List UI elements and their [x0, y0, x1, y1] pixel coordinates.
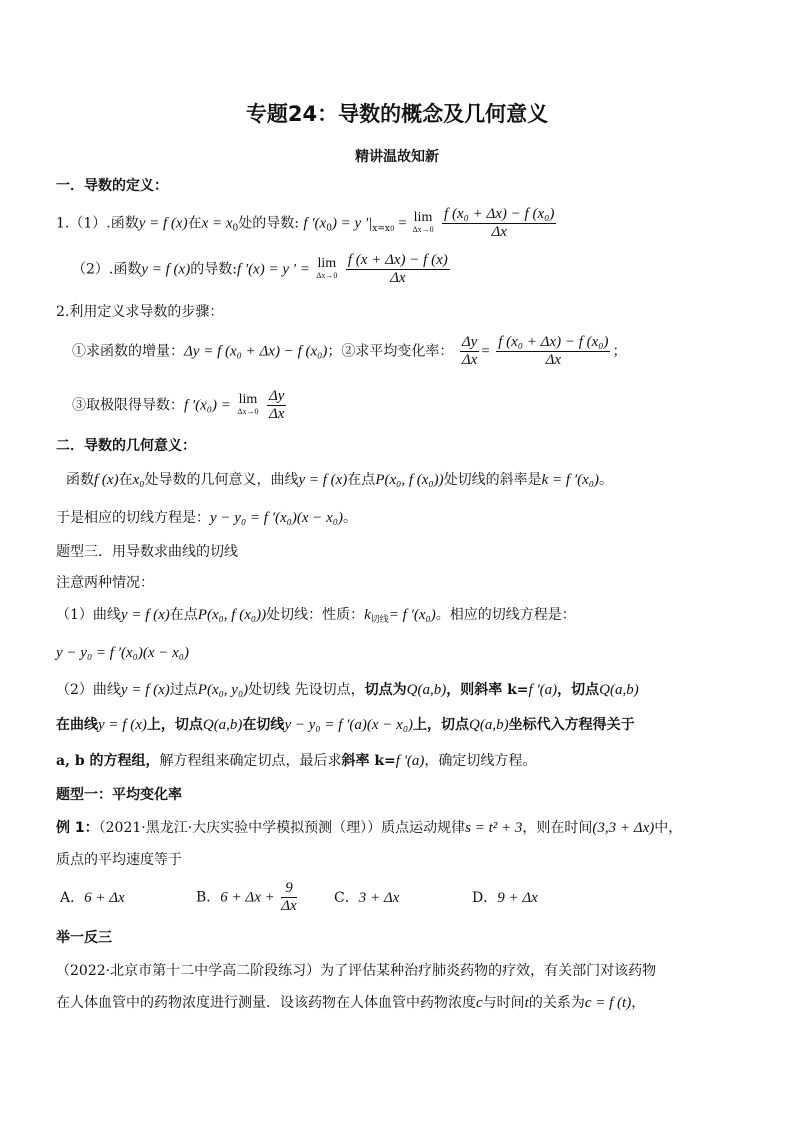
text: 在	[118, 472, 133, 488]
text: 切点为	[364, 682, 407, 698]
formula: c	[476, 995, 483, 1011]
definition-step-3	[72, 388, 288, 423]
text: 于是相应的切线方程是：	[56, 510, 210, 526]
text: ，确定切线方程。	[424, 753, 537, 769]
text: 斜率 k=	[341, 753, 396, 769]
example-1-line-1	[56, 818, 682, 838]
case-2-line-3	[56, 751, 536, 771]
fraction	[267, 388, 286, 423]
definition-steps-heading: 2.利用定义求导数的步骤：	[56, 304, 224, 320]
text: 在点	[169, 607, 198, 623]
formula: f (x)	[94, 472, 119, 488]
text: 。	[598, 472, 613, 488]
formula: Q(a,b)	[406, 682, 447, 698]
text: 上，切点	[413, 717, 470, 733]
text: 处切线：性质：	[266, 607, 365, 623]
text: ；②求平均变化率：	[327, 343, 454, 360]
example-1-line-2: 质点的平均速度等于	[56, 852, 182, 868]
numerator: f (x + Δx) − f (x)	[347, 252, 448, 268]
text: 坐标代入方程得关于	[508, 717, 635, 733]
option-label: D．	[472, 890, 498, 906]
formula: s = t² + 3	[465, 820, 523, 836]
formula: y = f (x)	[298, 472, 348, 488]
case-2-line-2	[56, 715, 635, 735]
text: 处导数的几何意义，曲线	[144, 472, 299, 488]
text: 在点	[347, 472, 376, 488]
formula: y − y₀ = f ′(x₀)(x − x₀)	[56, 645, 189, 661]
formula: f '(a)	[395, 753, 425, 769]
denominator: Δx	[268, 406, 285, 422]
section-heading-definition: 一．导数的定义：	[56, 178, 168, 194]
text: 。相应的切线方程是：	[435, 607, 576, 623]
text: 在人体血管中的药物浓度进行测量．设该药物在人体血管中药物浓度	[56, 995, 476, 1011]
text: 在曲线	[56, 717, 98, 733]
type-three-title: 题型三．用导数求曲线的切线	[56, 544, 238, 560]
definition-step-1-2: ①求函数的增量：Δy = f (x₀ + Δx) − f (x₀)；②求平均变化率： $\frac{\Delta y}{\Delta x}$ = $\frac{\text{f (x₀ + Δx) − f (x₀)}}{\Delta x}$ ；	[72, 334, 627, 368]
formula: 6 + Δx +	[220, 889, 275, 906]
case-1-equation	[56, 643, 189, 663]
fraction	[496, 334, 610, 369]
limit-subscript: Δx→0	[412, 224, 434, 234]
formula: y − y₀ = f ′(x₀)(x − x₀)	[210, 510, 343, 526]
text: 在切线	[242, 717, 285, 733]
formula: P(x₀, y₀)	[197, 682, 249, 698]
formula: Q(a,b)	[469, 717, 509, 733]
numerator: Δy	[268, 388, 285, 404]
formula: = f ′(x₀)	[388, 607, 436, 623]
fraction	[460, 334, 479, 369]
practice-line-2	[56, 993, 645, 1013]
numerator: f (x₀ + Δx) − f (x₀)	[498, 334, 609, 350]
numerator: Δy	[461, 334, 478, 350]
formula: y − y₀ = f ′(a)(x − x₀)	[284, 717, 414, 733]
formula: 3 + Δx	[358, 890, 400, 906]
denominator: Δx	[390, 270, 406, 286]
type-one-title: 题型一：平均变化率	[56, 787, 182, 803]
text: 处切线 先设切点，	[248, 682, 365, 698]
formula: P(x₀, f (x₀))	[197, 607, 267, 623]
subscript: 切线	[370, 615, 389, 625]
formula: y = f (x)	[98, 717, 147, 733]
formula: f '(a)	[528, 682, 558, 698]
text: ，则在时间	[522, 820, 593, 836]
formula: x₀	[132, 472, 145, 488]
text: （2）.函数	[72, 261, 142, 278]
limit-word: lim	[238, 391, 258, 407]
practice-title: 举一反三	[56, 930, 112, 946]
section-heading-geometric: 二．导数的几何意义：	[56, 438, 196, 454]
formula: f '(x	[303, 215, 327, 232]
text: 处切线的斜率是	[443, 472, 542, 488]
formula: t	[524, 995, 529, 1011]
formula-subscript: x=x	[372, 223, 390, 234]
text: ，	[631, 995, 646, 1011]
option-label: C．	[334, 890, 359, 906]
text: 上，切点	[146, 717, 203, 733]
formula: y = f (x)	[138, 215, 188, 232]
case-2-line-1	[56, 680, 639, 700]
limit-subscript: Δx→0	[237, 406, 259, 416]
formula: y = f (x)	[141, 261, 191, 278]
formula: Q(a,b)	[202, 717, 243, 733]
practice-line-1: （2022·北京市第十二中学高二阶段练习）为了评估某种治疗肺炎药物的疗效，有关部门对该药物	[56, 963, 657, 979]
limit-word: lim	[317, 255, 337, 271]
text: a, b 的方程组，	[56, 753, 160, 769]
formula: y = f (x)	[120, 607, 170, 623]
denominator: Δx	[281, 898, 297, 914]
denominator: Δx	[545, 352, 562, 368]
text: 中，	[654, 820, 683, 836]
page-title: 专题24：导数的概念及几何意义	[245, 102, 549, 126]
fraction	[442, 206, 556, 241]
formula: k	[364, 607, 371, 623]
text: 与时间	[482, 995, 525, 1011]
limit-subscript: Δx→0	[316, 270, 338, 280]
note-two-cases: 注意两种情况：	[56, 575, 154, 591]
numerator: f (x₀ + Δx) − f (x₀)	[444, 206, 555, 222]
page-subtitle: 精讲温故知新	[355, 149, 439, 165]
text: （2）曲线	[56, 682, 121, 698]
text: 函数	[66, 472, 94, 488]
formula: P(x₀, f (x₀))	[375, 472, 444, 488]
text: ③取极限得导数：	[72, 397, 184, 414]
text: 的关系为	[528, 995, 585, 1011]
option-d[interactable]	[472, 888, 538, 908]
denominator: Δx	[491, 224, 507, 240]
formula: Δy = f (x₀ + Δx) − f (x₀)	[184, 343, 328, 360]
text: 1.（1）.函数	[56, 215, 139, 232]
numerator: 9	[281, 880, 296, 898]
formula: 9 + Δx	[497, 890, 538, 906]
option-label: B．	[196, 889, 221, 906]
text: 。	[342, 510, 357, 526]
option-c[interactable]	[334, 888, 399, 908]
formula: f '(x₀) =	[184, 397, 231, 414]
formula: Q(a,b)	[599, 682, 639, 698]
formula: f '(x) = y ' =	[236, 261, 310, 278]
formula: y = f (x)	[120, 682, 170, 698]
fraction	[346, 252, 450, 287]
text: 在	[187, 215, 202, 232]
case-1-line	[56, 605, 576, 630]
limit-word: lim	[413, 209, 433, 225]
definition-line-1: 1.（1）.函数y = f (x)在$x = x_0$处的导数: f '$(x_0) = y$ '$|_{x=x0}$ = lim Δx→0 $\frac{\text{f (x₀ + Δx) − f (x₀)}}{\Delta x}$	[56, 206, 555, 240]
text: 处的导数:	[238, 215, 299, 232]
formula: ) = y '|	[331, 215, 373, 232]
denominator: Δx	[461, 352, 478, 368]
text: ，切点	[557, 682, 600, 698]
example-label: 例 1：	[56, 820, 99, 836]
option-label: A．	[60, 890, 85, 906]
definition-line-2	[72, 252, 452, 287]
formula: (3,3 + Δx)	[592, 820, 655, 836]
text: （1）曲线	[56, 607, 121, 623]
text: ①求函数的增量：	[72, 343, 184, 360]
text: ，则斜率 k=	[446, 682, 529, 698]
formula: c = f (t)	[584, 995, 632, 1011]
text: （2021·黑龙江·大庆实验中学模拟预测（理））质点运动规律	[98, 820, 466, 836]
formula: 6 + Δx	[84, 890, 125, 906]
option-b[interactable]	[196, 880, 299, 915]
text: ；	[612, 343, 627, 360]
formula: k = f ′(x₀)	[541, 472, 599, 488]
text: 过点	[169, 682, 198, 698]
geometric-meaning-paragraph	[66, 470, 613, 490]
fraction	[281, 880, 296, 915]
text: 解方程组来确定切点，最后求	[159, 753, 342, 769]
formula: x = x	[201, 215, 233, 232]
tangent-equation-line	[56, 508, 357, 528]
text: 的导数:	[190, 261, 237, 278]
option-a[interactable]	[60, 888, 125, 908]
